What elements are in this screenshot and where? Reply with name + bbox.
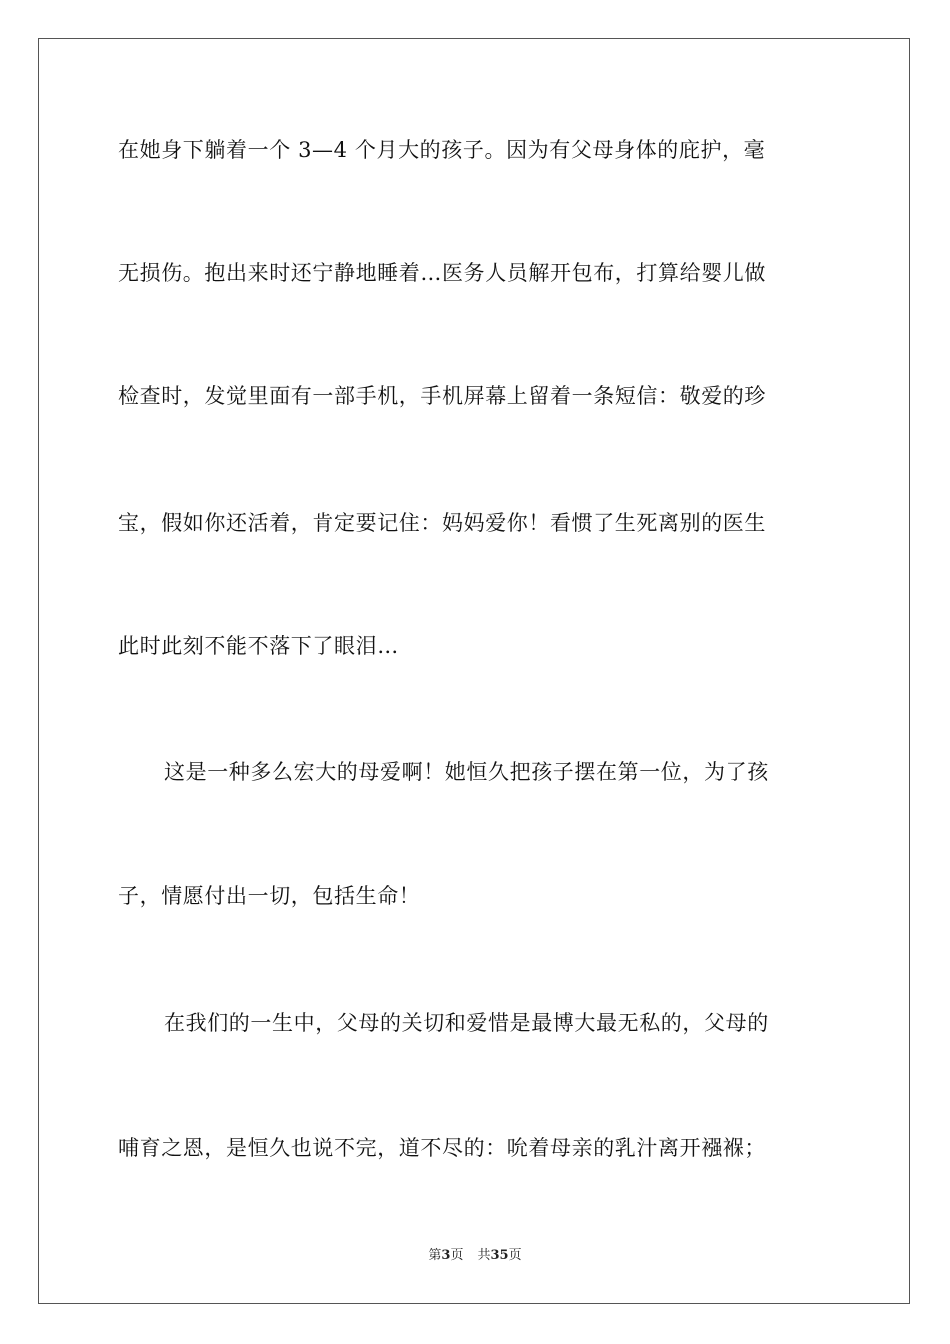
body-line-6: 这是一种多么宏大的母爱啊！她恒久把孩子摆在第一位，为了孩 <box>164 760 769 784</box>
page-prefix: 第 <box>428 1248 442 1263</box>
body-line-7: 子，情愿付出一切，包括生命！ <box>118 884 421 908</box>
total-pages: 35 <box>490 1248 509 1263</box>
page-number: 3 <box>441 1248 451 1263</box>
page-suffix: 页 <box>450 1248 464 1263</box>
body-line-9: 哺育之恩，是恒久也说不完，道不尽的：吮着母亲的乳汁离开襁褓； <box>118 1136 766 1160</box>
body-line-8: 在我们的一生中，父母的关切和爱惜是最博大最无私的，父母的 <box>164 1011 769 1035</box>
page-footer <box>0 1247 950 1265</box>
total-prefix: 共 <box>477 1248 491 1263</box>
page-border <box>38 38 910 1304</box>
total-suffix: 页 <box>508 1248 522 1263</box>
body-line-3: 检查时，发觉里面有一部手机，手机屏幕上留着一条短信：敬爱的珍 <box>118 384 766 408</box>
body-line-2: 无损伤。抱出来时还宁静地睡着…医务人员解开包布，打算给婴儿做 <box>118 261 766 285</box>
body-line-1: 在她身下躺着一个 3—4 个月大的孩子。因为有父母身体的庇护，毫 <box>118 138 766 162</box>
body-line-4: 宝，假如你还活着，肯定要记住：妈妈爱你！看惯了生死离别的医生 <box>118 511 766 535</box>
body-line-5: 此时此刻不能不落下了眼泪… <box>118 634 399 658</box>
